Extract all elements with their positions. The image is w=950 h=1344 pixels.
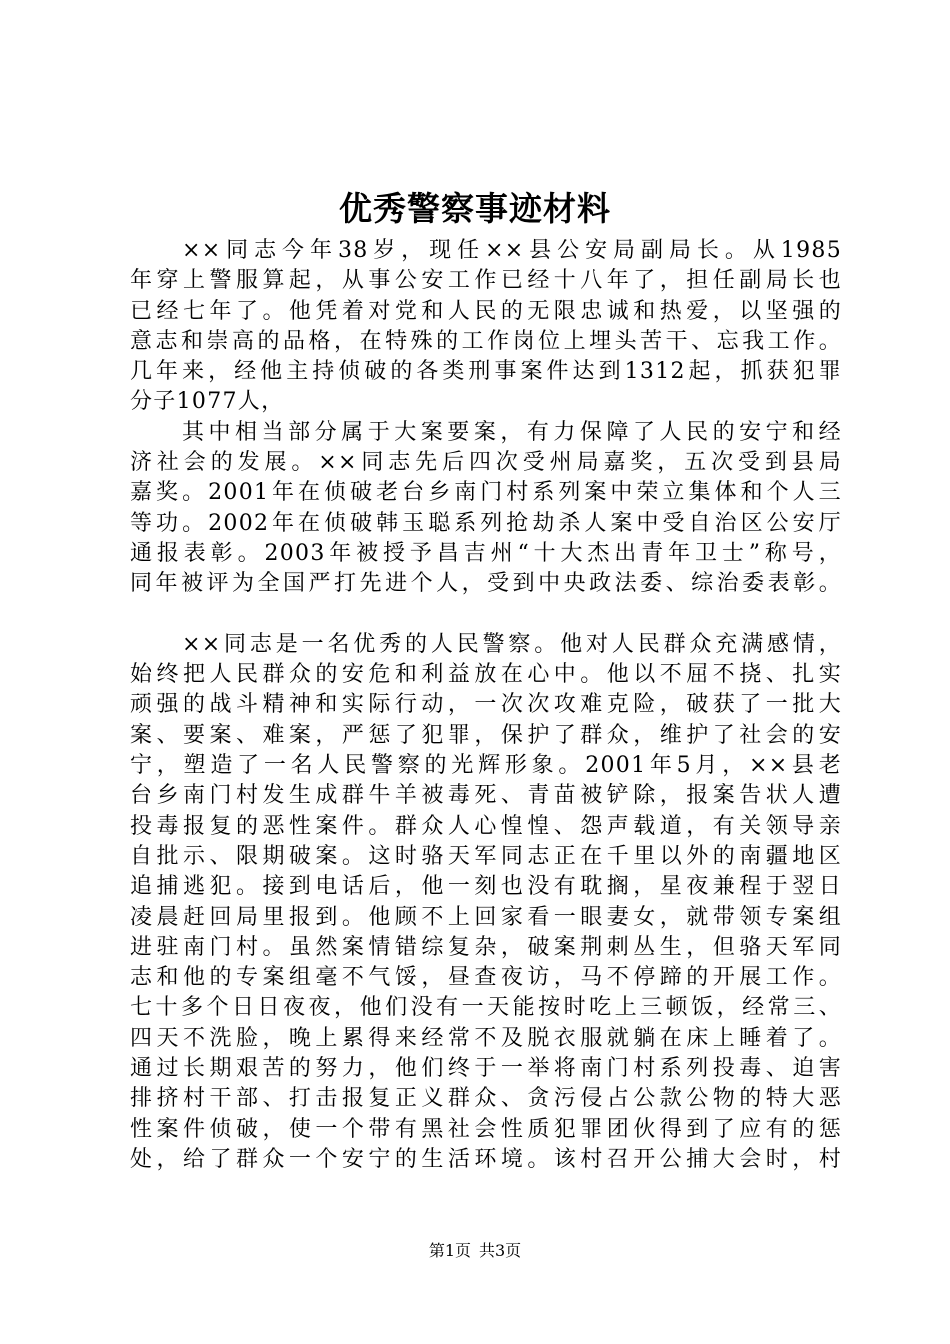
- paragraph-2-line-2: 济社会的发展。××同志先后四次受州局嘉奖，五次受到县局: [130, 450, 842, 476]
- paragraph-2-line-3: 嘉奖。2001年在侦破老台乡南门村系列案中荣立集体和个人三: [130, 480, 842, 506]
- paragraph-3-line-15: 通过长期艰苦的努力，他们终于一举将南门村系列投毒、迫害: [130, 1056, 842, 1082]
- paragraph-3-line-5: 宁，塑造了一名人民警察的光辉形象。2001年5月，××县老: [130, 753, 842, 779]
- paragraph-3-line-18: 处，给了群众一个安宁的生活环境。该村召开公捕大会时，村: [130, 1146, 842, 1172]
- page-footer: [0, 1239, 950, 1263]
- paragraph-spacer: [130, 600, 842, 630]
- paragraph-3-line-9: 追捕逃犯。接到电话后，他一刻也没有耽搁，星夜兼程于翌日: [130, 874, 842, 900]
- paragraph-2-line-4: 等功。2002年在侦破韩玉聪系列抢劫杀人案中受自治区公安厅: [130, 510, 842, 536]
- paragraph-2-line-5: 通报表彰。2003年被授予昌吉州“十大杰出青年卫士”称号，: [130, 540, 842, 566]
- page-number-total: 共3页: [479, 1241, 522, 1260]
- document-body: [130, 236, 842, 1175]
- paragraph-3-line-10: 凌晨赶回局里报到。他顾不上回家看一眼妻女，就带领专案组: [130, 904, 842, 930]
- paragraph-3-line-13: 七十多个日日夜夜，他们没有一天能按时吃上三顿饭，经常三、: [130, 995, 842, 1021]
- paragraph-3-line-4: 案、要案、难案，严惩了犯罪，保护了群众，维护了社会的安: [130, 722, 842, 748]
- paragraph-3-line-2: 始终把人民群众的安危和利益放在心中。他以不屈不挠、扎实: [130, 662, 842, 688]
- paragraph-3-line-12: 志和他的专案组毫不气馁，昼查夜访，马不停蹄的开展工作。: [130, 965, 842, 991]
- paragraph-3-line-17: 性案件侦破，使一个带有黑社会性质犯罪团伙得到了应有的惩: [130, 1116, 842, 1142]
- paragraph-2-line-1: 其中相当部分属于大案要案，有力保障了人民的安宁和经: [182, 419, 842, 445]
- paragraph-3-line-8: 自批示、限期破案。这时骆天军同志正在千里以外的南疆地区: [130, 843, 842, 869]
- paragraph-3-line-3: 顽强的战斗精神和实际行动，一次次攻难克险，破获了一批大: [130, 692, 842, 718]
- paragraph-1-line-1: ××同志今年38岁，现任××县公安局副局长。从1985: [182, 238, 842, 263]
- paragraph-3-line-14: 四天不洗脸，晚上累得来经常不及脱衣服就躺在床上睡着了。: [130, 1025, 842, 1051]
- document-title: 优秀警察事迹材料: [339, 189, 611, 228]
- paragraph-3-line-16: 排挤村干部、打击报复正义群众、贪污侵占公款公物的特大恶: [130, 1086, 842, 1112]
- paragraph-2-line-6: 同年被评为全国严打先进个人，受到中央政法委、综治委表彰。: [130, 571, 842, 597]
- paragraph-1-line-5: 几年来，经他主持侦破的各类刑事案件达到1312起，抓获犯罪: [130, 359, 842, 385]
- paragraph-3-line-7: 投毒报复的恶性案件。群众人心惶惶、怨声载道，有关领导亲: [130, 813, 842, 839]
- paragraph-1-line-3: 已经七年了。他凭着对党和人民的无限忠诚和热爱，以坚强的: [130, 298, 842, 324]
- paragraph-3-line-6: 台乡南门村发生成群牛羊被毒死、青苗被铲除，报案告状人遭: [130, 783, 842, 809]
- paragraph-1-line-6: 分子1077人，: [130, 389, 285, 415]
- page-number-current: 第1页: [428, 1241, 471, 1260]
- paragraph-1-line-4: 意志和崇高的品格，在特殊的工作岗位上埋头苦干、忘我工作。: [130, 328, 842, 354]
- paragraph-3-line-1: ××同志是一名优秀的人民警察。他对人民群众充满感情，: [182, 631, 842, 657]
- paragraph-1-line-2: 年穿上警服算起，从事公安工作已经十八年了，担任副局长也: [130, 268, 842, 294]
- paragraph-3-line-11: 进驻南门村。虽然案情错综复杂，破案荆刺丛生，但骆天军同: [130, 934, 842, 960]
